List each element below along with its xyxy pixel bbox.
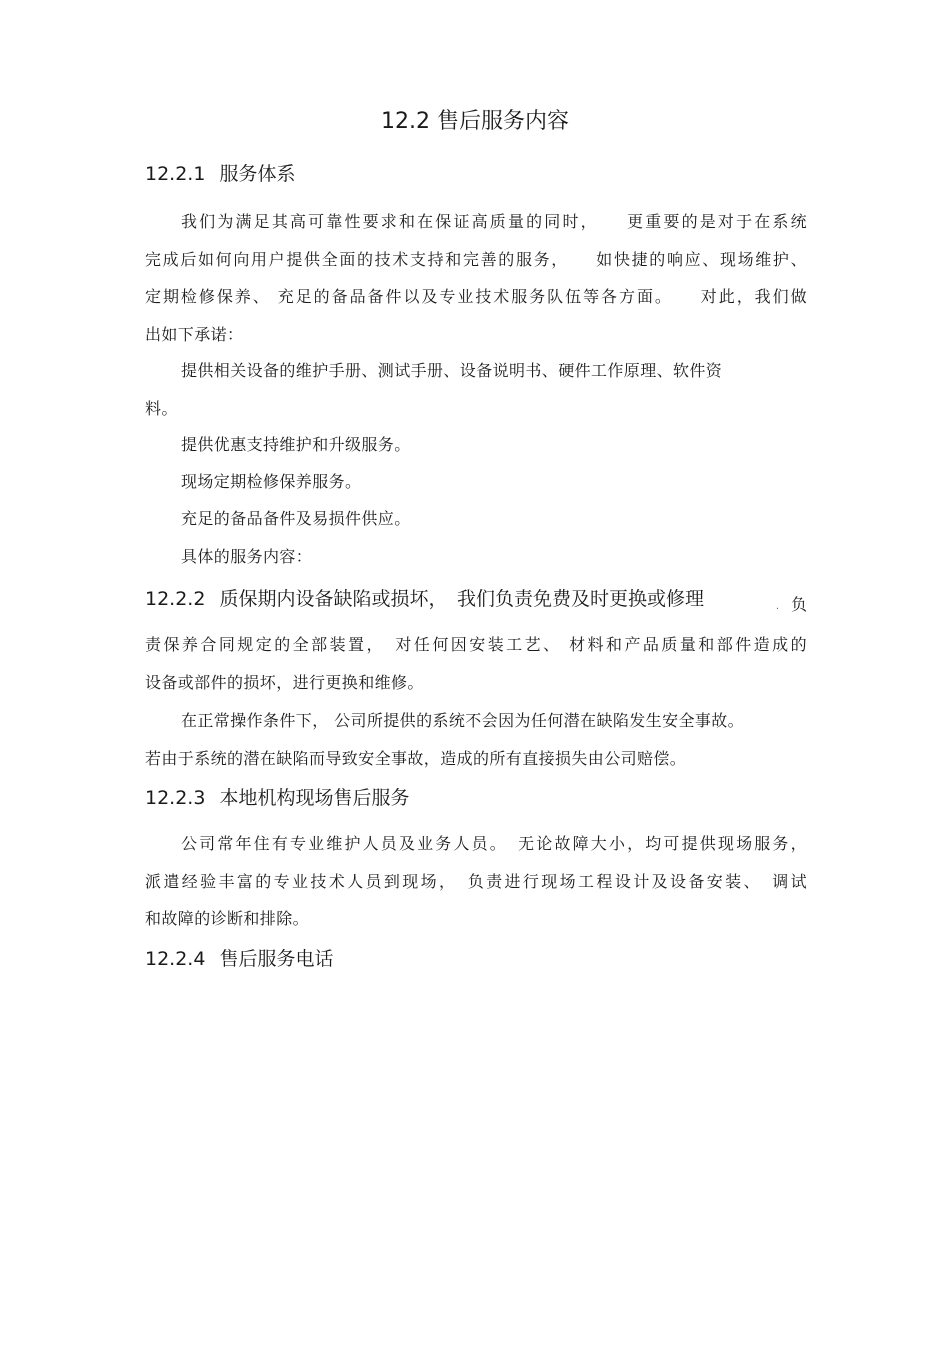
commitment-item: 现场定期检修保养服务。 xyxy=(181,472,362,491)
paragraph-service-system xyxy=(145,203,807,353)
section-heading-12-2-2 xyxy=(145,584,807,614)
commitment-item: 充足的备品备件及易损件供应。 xyxy=(181,509,411,528)
section-heading-12-2-1 xyxy=(145,160,295,188)
page-title: 12.2 售后服务内容 xyxy=(381,109,569,134)
paragraph-local-service xyxy=(145,825,807,938)
paragraph-line: 在正常操作条件下， 公司所提供的系统不会因为任何潜在缺陷发生安全事故。 xyxy=(181,711,745,730)
paragraph-line: 公司常年住有专业维护人员及业务人员。 无论故障大小，均可提供现场服务， xyxy=(181,834,807,853)
section-title: 售后服务电话 xyxy=(219,948,334,970)
paragraph-line: 和故障的诊断和排除。 xyxy=(145,909,310,928)
paragraph-line: 若由于系统的潜在缺陷而导致安全事故，造成的所有直接损失由公司赔偿。 xyxy=(145,748,687,768)
section-number: 12.2.3 xyxy=(145,787,206,809)
paragraph-line: 料。 xyxy=(145,398,178,418)
section-number: 12.2.4 xyxy=(145,948,206,970)
paragraph-line: 责保养合同规定的全部装置， 对任何因安装工艺、 材料和产品质量和部件造成的 xyxy=(145,635,807,654)
paragraph-line: 设备或部件的损坏，进行更换和维修。 xyxy=(145,672,424,692)
paragraph-line: 定期检修保养、 充足的备品备件以及专业技术服务队伍等各方面。 对此，我们做 xyxy=(145,287,807,306)
section-number: 12.2.2 xyxy=(145,588,206,610)
paragraph-line: 完成后如何向用户提供全面的技术支持和完善的服务， 如快捷的响应、现场维护、 xyxy=(145,249,807,269)
paragraph-warranty xyxy=(145,626,807,701)
section-title: 服务体系 xyxy=(219,163,296,185)
commitment-item: 提供优惠支持维护和升级服务。 xyxy=(181,435,411,454)
paragraph-safety xyxy=(145,702,807,777)
commitment-item: 具体的服务内容： xyxy=(181,547,313,566)
stray-dot: . xyxy=(775,601,779,612)
section-title: 本地机构现场售后服务 xyxy=(219,787,410,809)
heading-tail-text: 负 xyxy=(790,595,807,614)
paragraph-line: 提供相关设备的维护手册、测试手册、设备说明书、硬件工作原理、软件资 xyxy=(181,361,723,380)
paragraph-manuals xyxy=(145,352,807,427)
section-number: 12.2.1 xyxy=(145,163,206,185)
paragraph-line: 出如下承诺： xyxy=(145,324,244,344)
paragraph-line: 派遣经验丰富的专业技术人员到现场， 负责进行现场工程设计及设备安装、 调试 xyxy=(145,871,807,891)
section-title: 质保期内设备缺陷或损坏， 我们负责免费及时更换或修理 xyxy=(219,588,704,610)
section-heading-12-2-3 xyxy=(145,784,409,812)
paragraph-line: 我们为满足其高可靠性要求和在保证高质量的同时， 更重要的是对于在系统 xyxy=(181,212,807,231)
section-heading-12-2-4 xyxy=(145,945,333,973)
